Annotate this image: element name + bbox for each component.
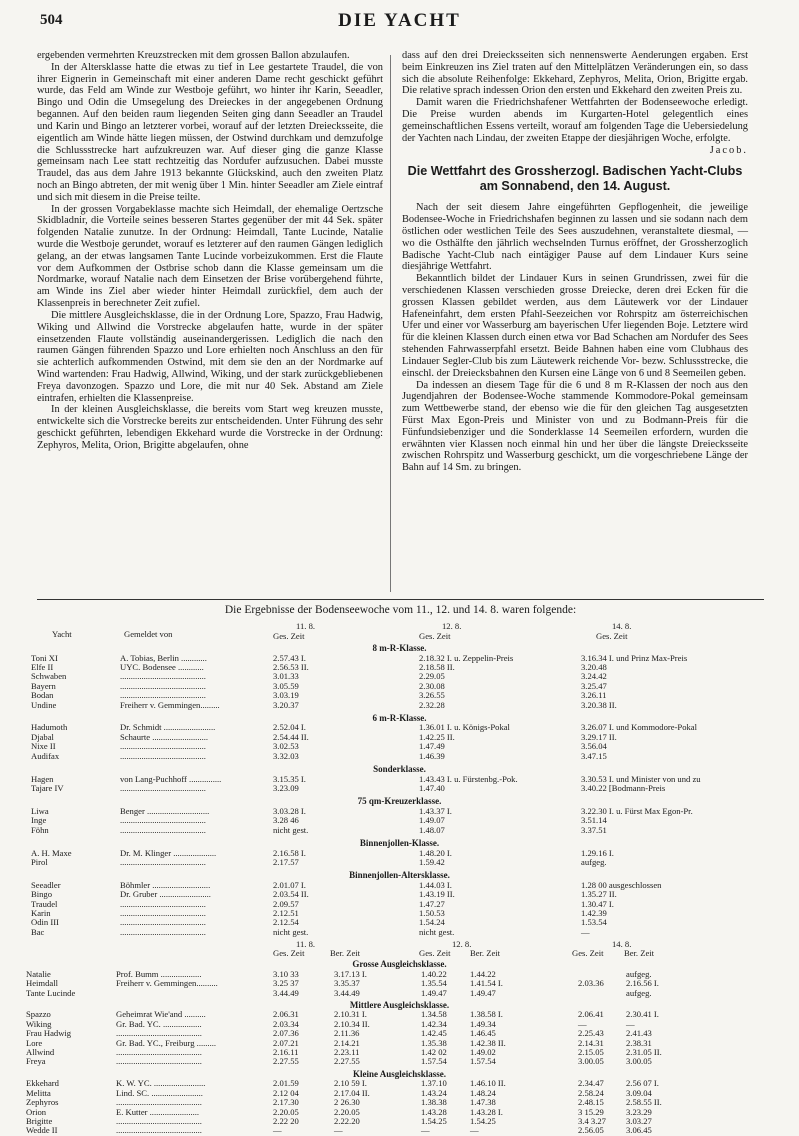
ges-zeit-day1: 2.06.31	[273, 1009, 299, 1020]
class-heading: Sonderklasse.	[373, 764, 426, 774]
class-heading: Mittlere Ausgleichsklasse.	[349, 999, 450, 1010]
ges-zeit-day3: 2.25.43	[578, 1028, 604, 1039]
time-day1: 2.01.07 I.	[273, 879, 306, 890]
time-day3: 1.30.47 I.	[581, 898, 614, 909]
owner: ........................................	[120, 856, 206, 867]
time-day3: 3.22.30 I. u. Fürst Max Egon-Pr.	[581, 805, 693, 816]
owner: Lind. SC. ........................	[116, 1087, 203, 1098]
ber-zeit-day2: 1.49.34	[470, 1018, 496, 1029]
paragraph: Da indessen an diesem Tage für die 6 und 8 m R-Klassen der noch aus den Jugendjahren der Bodensee-Woche stammende Kommodore-Pokal gemeinsam zum Wettbewerbe stand, der ebenso wie die für den gleichen Tag ausgesetzten Fürst Max Egon-Preis und Minister von und zu Bodmann-Preis für die Fünfundsiebenziger und die Sonderklasse 14 Seemeilen erfordern, wurden die erwähnten vier Klassen noch einmal hin und her über die längste Dreiecksseite zwischen Rohrspitz und Wasserburg geschickt, um die vorgeschriebene Länge der Bahn auf 14 Sm. zu bringen.	[402, 379, 748, 474]
owner: A. Tobias, Berlin ............	[120, 652, 207, 663]
time-day1: 3.01.33	[273, 671, 299, 682]
yacht-name: Nixe II	[31, 741, 56, 752]
yacht-name: Bodan	[31, 690, 54, 701]
time-day1: nicht gest.	[273, 926, 309, 937]
time-day2: 1.47.49	[419, 741, 445, 752]
yacht-name: Melitta	[26, 1087, 51, 1098]
owner: ........................................	[120, 815, 206, 826]
date-header: 11. 8.	[296, 939, 316, 950]
ges-zeit-day1: 3.10 33	[273, 968, 299, 979]
owner: ........................................	[116, 1125, 202, 1136]
section-divider	[37, 599, 764, 600]
yacht-name: Ekkehard	[26, 1078, 59, 1089]
ges-zeit-day1: —	[273, 1125, 282, 1136]
ber-zeit-day2: 1.38.58 I.	[470, 1009, 503, 1020]
time-day3: 1.42.39	[581, 908, 607, 918]
time-day3: —	[581, 926, 590, 937]
yacht-name: Audifax	[31, 750, 60, 761]
ber-zeit-day1: 2.23.11	[334, 1047, 360, 1057]
ges-zeit-day3: 2.14.31	[578, 1037, 604, 1048]
ges-zeit-day2: 1.42 02	[421, 1047, 447, 1057]
owner: Schaurte ..........................	[120, 731, 209, 742]
ges-zeit-day1: 2.07.36	[273, 1028, 299, 1039]
ber-zeit-day3: 3.06.45	[626, 1125, 652, 1136]
time-day1: 2.12.51	[273, 908, 299, 918]
time-day2: 2.29.05	[419, 671, 445, 682]
column-header: Ges. Zeit	[419, 631, 451, 641]
owner: Freiherr v. Gemmingen..........	[116, 978, 218, 989]
date-header: 14. 8.	[612, 939, 632, 950]
owner: ........................................	[120, 898, 206, 909]
yacht-name: A. H. Maxe	[31, 847, 72, 858]
ges-zeit-day2: 1.43.24	[421, 1087, 447, 1098]
ges-zeit-day2: 1.40.22	[421, 968, 447, 979]
ges-zeit-day2: 1.42.34	[421, 1018, 447, 1029]
time-day2: 1.42.25 II.	[419, 731, 455, 742]
ber-zeit-day1: 2.20.05	[334, 1106, 360, 1117]
yacht-name: Heimdall	[26, 978, 58, 989]
ber-zeit-day2: 1.47.38	[470, 1097, 496, 1108]
column-header: Ber. Zeit	[470, 948, 501, 959]
ber-zeit-day1: 2.14.21	[334, 1037, 360, 1048]
owner: Freiherr v. Gemmingen.........	[120, 699, 220, 710]
time-day3: 3.37.51	[581, 824, 607, 835]
column-header: Ges. Zeit	[419, 948, 451, 959]
yacht-name: Karin	[31, 908, 51, 918]
time-day2: 2.32.28	[419, 699, 445, 710]
ber-zeit-day3: —	[626, 1018, 635, 1029]
time-day1: 2.12.54	[273, 917, 299, 928]
ges-zeit-day1: 3.25 37	[273, 978, 299, 989]
column-header: Ber. Zeit	[330, 948, 361, 959]
ber-zeit-day2: 1.46.45	[470, 1028, 496, 1039]
yacht-name: Seeadler	[31, 879, 61, 890]
running-head: DIE YACHT	[338, 10, 461, 31]
time-day2: 2.18.58 II.	[419, 661, 455, 672]
owner: ........................................	[120, 917, 206, 928]
time-day2: 2.30.08	[419, 680, 445, 691]
time-day1: 3.05.59	[273, 680, 299, 691]
time-day2: 1.48.20 I.	[419, 847, 452, 858]
ber-zeit-day2: 1.49.47	[470, 987, 496, 998]
time-day2: nicht gest.	[419, 926, 455, 937]
owner: Prof. Bumm ...................	[116, 968, 202, 979]
ber-zeit-day3: 2.16.56 I.	[626, 978, 659, 989]
time-day3: aufgeg.	[581, 856, 607, 867]
ber-zeit-day2: 1.54.25	[470, 1115, 496, 1126]
time-day2: 1.43.19 II.	[419, 889, 455, 900]
yacht-name: Allwind	[26, 1047, 55, 1057]
paragraph: ergebenden vermehrten Kreuzstrecken mit dem grossen Ballon abzulaufen.	[37, 50, 350, 61]
time-day3: 3.47.15	[581, 750, 607, 761]
ges-zeit-day3: 2.48.15	[578, 1097, 604, 1108]
article-heading: Die Wettfahrt des Grossherzogl. Badischen Yacht-Clubs am Sonnabend, den 14. August.	[407, 164, 743, 194]
ges-zeit-day1: 3.44.49	[273, 987, 299, 998]
time-day1: 2.03.54 II.	[273, 889, 309, 900]
ges-zeit-day2: 1.35.54	[421, 978, 447, 989]
left-column	[37, 50, 383, 452]
time-day3: 3.51.14	[581, 815, 607, 826]
time-day1: 2.54.44 II.	[273, 731, 309, 742]
paragraph: Nach der seit diesem Jahre eingeführten Gepflogenheit, die jeweilige Bodensee-Woche in Friedrichshafen beginnen zu lassen und sie sodann nach dem östlichen oder westlichen Teile des Sees auszudehnen, veranstaltete diesmal, — wo die Osthälfte den jährlich wechselnden Turnus eröffnet, der Grossherzoglich Badische Yacht-Club nach eintägiger Pause auf dem Lindauer Kurs seine diesjährige Wettfahrt.	[402, 202, 748, 273]
time-day2: 1.47.40	[419, 782, 445, 793]
yacht-name: Tajare IV	[31, 782, 64, 793]
yacht-name: Wedde II	[26, 1125, 58, 1136]
time-day3: 3.16.34 I. und Prinz Max-Preis	[581, 652, 688, 663]
class-heading: Grosse Ausgleichsklasse.	[352, 959, 447, 970]
class-heading: Kleine Ausgleichsklasse.	[352, 1068, 446, 1079]
ges-zeit-day1: 2.01.59	[273, 1078, 299, 1089]
owner: ........................................	[120, 741, 206, 752]
yacht-name: Djabal	[31, 731, 54, 742]
owner: von Lang-Puchhoff ...............	[120, 773, 222, 784]
yacht-name: Undine	[31, 699, 57, 710]
paragraph: dass auf den drei Dreiecksseiten sich nennenswerte Aenderungen ergaben. Erst beim Einkreuzen ins Ziel traten auf den Mittelplätzen Veränderungen ein, so dass sich die absolute Reihenfolge: Ekkehard, Zephyros, Melita, Orion, Brigitte ergab. Die relative sprach indessen Orion den ersten und Ekkehard den zweiten Preis zu.	[402, 50, 748, 97]
time-day3: 1.53.54	[581, 917, 607, 928]
time-day1: 3.02.53	[273, 741, 299, 752]
ber-zeit-day3: 3.09.04	[626, 1087, 652, 1098]
ber-zeit-day3: 3.23.29	[626, 1106, 652, 1117]
owner: K. W. YC. ........................	[116, 1078, 206, 1089]
ber-zeit-day1: 3.17.13 I.	[334, 968, 367, 979]
yacht-name: Odin III	[31, 917, 59, 928]
owner: ........................................	[120, 926, 206, 937]
ges-zeit-day1: 2.20.05	[273, 1106, 299, 1117]
yacht-name: Hagen	[31, 773, 54, 784]
ges-zeit-day2: —	[421, 1125, 430, 1136]
ber-zeit-day1: —	[334, 1125, 343, 1136]
time-day3: 3.30.53 I. und Minister von und zu	[581, 773, 701, 784]
yacht-name: Frau Hadwig	[26, 1028, 72, 1039]
ges-zeit-day2: 1.49.47	[421, 987, 447, 998]
owner: Böhmler ...........................	[120, 879, 211, 890]
ber-zeit-day2: 1.44.22	[470, 968, 496, 979]
column-header: Ges. Zeit	[596, 631, 628, 641]
date-header: 12. 8.	[452, 939, 472, 950]
time-day2: 1.54.24	[419, 917, 445, 928]
ber-zeit-day1: 2.22.20	[334, 1115, 360, 1126]
ber-zeit-day2: 1.43.28 I.	[470, 1106, 503, 1117]
column-header: Ges. Zeit	[572, 948, 604, 959]
column-divider	[390, 55, 391, 592]
ges-zeit-day2: 1.57.54	[421, 1056, 447, 1067]
yacht-name: Elfe II	[31, 661, 54, 672]
paragraph: Die mittlere Ausgleichsklasse, die in der Ordnung Lore, Spazzo, Frau Hadwig, Wiking und Allwind die Vorstrecke abgelaufen hatte, wurde in der später einsetzenden Flaute vollständig auseinandergerissen. Lediglich die nach den raumen Gängen führenden Spazzo und Lore erhielten noch Anschluss an den für sie achterlich aufkommenden Ostwind, mit dem sie den an der Nordmarke auf Wind wartenden: Frau Hadwig, Allwind, Wiking, und der stark zurückgebliebenen Freya davonzogen. Spazzo und Lore, die mit nur 40 Sek. Abstand am Ziele eintrafen, erhielten die Klassenpreise.	[37, 309, 383, 404]
time-day1: 2.57.43 I.	[273, 652, 306, 663]
ber-zeit-day3: 2.58.55 II.	[626, 1097, 662, 1108]
time-day1: 2.16.58 I.	[273, 847, 306, 858]
results-title: Die Ergebnisse der Bodenseewoche vom 11., 12. und 14. 8. waren folgende:	[224, 604, 577, 616]
ber-zeit-day2: —	[470, 1125, 479, 1136]
yacht-name: Bayern	[31, 680, 56, 691]
ges-zeit-day3: 2.06.41	[578, 1009, 604, 1020]
ges-zeit-day3: 2.03.36	[578, 978, 604, 989]
time-day1: 3.20.37	[273, 699, 299, 710]
owner: Dr. Schmidt ........................	[120, 722, 216, 733]
time-day2: 2.18.32 I. u. Zeppelin-Preis	[419, 652, 514, 663]
yacht-name: Hadumoth	[31, 722, 68, 733]
yacht-name: Zephyros	[26, 1097, 59, 1108]
ges-zeit-day1: 2.07.21	[273, 1037, 299, 1048]
ges-zeit-day1: 2.22 20	[273, 1115, 299, 1126]
date-header: 12. 8.	[442, 621, 462, 631]
time-day1: nicht gest.	[273, 824, 309, 835]
column-header: Yacht	[52, 629, 72, 639]
owner: UYC. Bodensee ............	[120, 661, 204, 672]
paragraph: Bekanntlich bildet der Lindauer Kurs in seinen Grundrissen, zwei für die verschiedenen Klassen verschieden grosse Dreiecke, deren drei Ecken für die grossen Klassen gebildet werden, aus dem Läutewerk vor der Lindauer Hafeneinfahrt, dem ersten Pfahl-Seezeichen vor Rohrspitz am österreichischen Ufer und einer vor Wasserburg am bayerischen Ufer liegenden Boje. Letztere wird für die kleinen Klassen durch einen etwa vor Bad Schachen am Nordufer des Sees stehenden Fahrwasserpfahl ersetzt. Beide Bahnen haben eine vom Clubhaus des Lindauer Segler-Club bis zum Läutewerk reichende Vor- bezw. Schlussstrecke, die einschl. der Dreiecksbahnen den Kursen eine Länge von 6 und 8 Seemeilen geben.	[402, 273, 748, 379]
ber-zeit-day3: 3.03.27	[626, 1115, 652, 1126]
ges-zeit-day2: 1.35.38	[421, 1037, 447, 1048]
time-day1: 3.03.19	[273, 690, 299, 701]
ges-zeit-day3: 2.34.47	[578, 1078, 604, 1089]
time-day3: 1.35.27 II.	[581, 889, 617, 900]
time-day2: 1.43.43 I. u. Fürstenbg.-Pok.	[419, 773, 518, 784]
time-day2: 1.50.53	[419, 908, 445, 918]
owner: ........................................	[120, 671, 206, 682]
class-heading: Binnenjollen-Klasse.	[359, 838, 440, 848]
ges-zeit-day3: 3.4 3.27	[578, 1115, 606, 1126]
time-day3: 3.40.22 [Bodmann-Preis	[581, 782, 666, 793]
ges-zeit-day3: 3 15.29	[578, 1106, 604, 1117]
owner: ........................................	[120, 680, 206, 691]
yacht-name: Föhn	[31, 824, 49, 835]
yacht-name: Toni XI	[31, 652, 58, 663]
time-day1: 2.09.57	[273, 898, 299, 909]
ges-zeit-day2: 1.42.45	[421, 1028, 447, 1039]
yacht-name: Freya	[26, 1056, 46, 1067]
ges-zeit-day3: 3.00.05	[578, 1056, 604, 1067]
owner: ........................................	[116, 1097, 202, 1108]
time-day3: 3.26.07 I. und Kommodore-Pokal	[581, 722, 698, 733]
owner: ........................................	[116, 1056, 202, 1067]
ber-zeit-day3: 2.30.41 I.	[626, 1009, 659, 1020]
ber-zeit-day1: 2.11.36	[334, 1028, 360, 1039]
ber-zeit-day1: 3.35.37	[334, 978, 360, 989]
ges-zeit-day2: 1.54.25	[421, 1115, 447, 1126]
ber-zeit-day2: 1.49.02	[470, 1047, 496, 1057]
date-header: 14. 8.	[612, 621, 632, 631]
class-heading: 75 qm-Kreuzerklasse.	[357, 796, 442, 807]
ber-zeit-day2: 1.48.24	[470, 1087, 496, 1098]
ber-zeit-day1: 2.10.31 I.	[334, 1009, 367, 1020]
time-day1: 2.52.04 I.	[273, 722, 306, 733]
yacht-name: Pirol	[31, 856, 48, 867]
time-day3: 3.56.04	[581, 741, 607, 752]
yacht-name: Inge	[31, 815, 47, 826]
ges-zeit-day1: 2.17.30	[273, 1097, 299, 1108]
paragraph: In der Altersklasse hatte die etwas zu tief in Lee gestartete Traudel, die von ihrer Eignerin in Gemeinschaft mit einer anderen Dame recht geschickt geführt wurde, das Feld am Winde zur Westboje geführt, wo hinter ihr Karin, Seeadler, Bingo und Odin die Umsegelung des Dreieckes in der angegebenen Ordnung begannen. Auf den beiden raum liegenden Seiten ging dann Seeadler an Traudel und Karin und Bingo an letzterer vorbei, worauf auf der letzten Dreiecksseite, die eigentlich am Winde hätte liegen müssen, der Ostwind durchkam und demzufolge die Schlussstrecke hart aufzukreuzen war. Auf dieser ging die ganze Klasse gemeinsam nach Lee statt rechtzeitig das Nordufer aufzusuchen. Dabei musste Traudel, das aus dem Jahre 1913 bekannte Glückskind, auch den zweiten Platz noch an Bingo abtreten, der mit wenig über 1 Min. hinter Seeadler am Ziele eintraf und sich mit diesem in die Preise teilte.	[37, 61, 383, 203]
ges-zeit-day1: 2.12 04	[273, 1087, 299, 1098]
yacht-name: Bac	[31, 926, 45, 937]
ges-zeit-day3: —	[578, 1018, 587, 1029]
owner: E. Kutter .......................	[116, 1106, 200, 1117]
ber-zeit-day3: aufgeg.	[626, 968, 652, 979]
ber-zeit-day3: 2.31.05 II.	[626, 1047, 662, 1057]
time-day2: 1.48.07	[419, 824, 445, 835]
owner: ........................................	[120, 690, 206, 701]
time-day3: 3.25.47	[581, 680, 607, 691]
time-day3: 1.28 00 ausgeschlossen	[581, 879, 662, 890]
ber-zeit-day1: 2 26.30	[334, 1097, 360, 1108]
ges-zeit-day2: 1.34.58	[421, 1009, 447, 1020]
ber-zeit-day3: 3.00.05	[626, 1056, 652, 1067]
time-day2: 1.46.39	[419, 750, 445, 761]
ber-zeit-day3: 2.41.43	[626, 1028, 652, 1039]
ges-zeit-day3: 2.58.24	[578, 1087, 604, 1098]
owner: ........................................	[120, 782, 206, 793]
class-heading: Binnenjollen-Altersklasse.	[349, 870, 450, 881]
owner: Gr. Bad. YC. ..................	[116, 1018, 202, 1029]
column-header: Ber. Zeit	[624, 948, 655, 959]
class-heading: 8 m-R-Klasse.	[372, 643, 427, 653]
ber-zeit-day1: 2.10.34 II.	[334, 1018, 370, 1029]
paragraph: Damit waren die Friedrichshafener Wettfahrten der Bodenseewoche erledigt. Die Preise wurden abends im Kurgarten-Hotel gelegentlich eines gemeinschaftlichen Essens verteilt, worauf am folgenden Tage die Uebersiedelung der Yachten nach Lindau, der zweiten Etappe der diesjährigen Woche, erfolgte.	[402, 97, 748, 144]
ber-zeit-day3: aufgeg.	[626, 987, 652, 998]
owner: Geheimrat Wie'and ..........	[116, 1009, 206, 1020]
ges-zeit-day1: 2.03.34	[273, 1018, 299, 1029]
ber-zeit-day3: 2.56 07 I.	[626, 1078, 659, 1089]
ges-zeit-day3: 2.15.05	[578, 1047, 604, 1057]
right-column	[402, 50, 748, 474]
time-day1: 3.03.28 I.	[273, 805, 306, 816]
ber-zeit-day2: 1.46.10 II.	[470, 1078, 506, 1089]
time-day2: 1.47.27	[419, 898, 445, 909]
ges-zeit-day2: 1.38.38	[421, 1097, 447, 1108]
time-day1: 3.15.35 I.	[273, 773, 306, 784]
time-day1: 2.17.57	[273, 856, 299, 867]
class-heading: 6 m-R-Klasse.	[372, 712, 427, 723]
paragraph: In der kleinen Ausgleichsklasse, die bereits vom Start weg kreuzen musste, entwickelte sich die Vorstrecke bereits zur entscheidenden. Unter Führung des sehr geschickt geführten, lebendigen Ekkehard wurde die Vorstrecke in der Ordnung: Zephyros, Melita, Orion, Brigitte abgelaufen, ohne	[37, 404, 383, 451]
time-day1: 3.32.03	[273, 750, 299, 761]
yacht-name: Lore	[26, 1037, 43, 1048]
owner: Dr. M. Klinger ....................	[120, 847, 217, 858]
owner: ........................................	[116, 1047, 202, 1057]
yacht-name: Spazzo	[26, 1009, 51, 1020]
time-day3: 3.26.11	[581, 690, 607, 701]
time-day3: 1.29.16 I.	[581, 847, 614, 858]
ges-zeit-day1: 2.27.55	[273, 1056, 299, 1067]
yacht-name: Brigitte	[26, 1115, 53, 1126]
ber-zeit-day3: 2.38.31	[626, 1037, 652, 1048]
yacht-name: Schwaben	[31, 671, 67, 682]
column-header: Ges. Zeit	[273, 948, 305, 959]
yacht-name: Natalie	[26, 968, 51, 979]
time-day3: 3.20.38 II.	[581, 699, 617, 710]
author-signature: Jacob.	[709, 144, 748, 156]
time-day1: 2.56.53 II.	[273, 661, 309, 672]
ges-zeit-day2: 1.37.10	[421, 1078, 447, 1089]
time-day3: 3.24.42	[581, 671, 607, 682]
time-day2: 1.44.03 I.	[419, 879, 452, 890]
ber-zeit-day1: 3.44.49	[334, 987, 360, 998]
time-day1: 3.28 46	[273, 815, 299, 826]
ges-zeit-day3: 2.56.05	[578, 1125, 604, 1136]
column-header: Ges. Zeit	[273, 631, 305, 641]
ber-zeit-day1: 2.10 59 I.	[334, 1078, 367, 1089]
owner: ........................................	[116, 1028, 202, 1039]
owner: ........................................	[116, 1115, 202, 1126]
time-day3: 3.20.48	[581, 661, 607, 672]
owner: Benger .............................	[120, 805, 210, 816]
owner: ........................................	[120, 824, 206, 835]
time-day2: 3.26.55	[419, 690, 445, 701]
yacht-name: Tante Lucinde	[26, 987, 76, 998]
ges-zeit-day2: 1.43.28	[421, 1106, 447, 1117]
time-day1: 3.23.09	[273, 782, 299, 793]
yacht-name: Liwa	[31, 805, 49, 816]
time-day2: 1.59.42	[419, 856, 445, 867]
owner: ........................................	[120, 750, 206, 761]
ges-zeit-day1: 2.16.11	[273, 1047, 299, 1057]
date-header: 11. 8.	[296, 621, 316, 631]
ber-zeit-day1: 2.27.55	[334, 1056, 360, 1067]
owner: Gr. Bad. YC., Freiburg .........	[116, 1037, 217, 1048]
ber-zeit-day1: 2.17.04 II.	[334, 1087, 370, 1098]
time-day2: 1.49.07	[419, 815, 445, 826]
page-number: 504	[40, 12, 63, 28]
yacht-name: Bingo	[31, 889, 53, 900]
ber-zeit-day2: 1.42.38 II.	[470, 1037, 506, 1048]
time-day2: 1.36.01 I. u. Königs-Pokal	[419, 722, 510, 733]
yacht-name: Traudel	[31, 898, 58, 909]
column-header: Gemeldet von	[124, 629, 173, 639]
time-day2: 1.43.37 I.	[419, 805, 452, 816]
ber-zeit-day2: 1.41.54 I.	[470, 978, 503, 989]
paragraph: In der grossen Vorgabeklasse machte sich Heimdall, der ehemalige Oertzsche Skidbladnir, die Vorteile seines besseren Startes gegenüber der mit 44 Sek. später folgenden Natalie zunutze. In der Ordnung: Heimdall, Tante Lucinde, Natalie wurde die Westboje gerundet, worauf es letzterer auf den raumen Gängen lediglich gelang, an der etwas langsamen Tante Lucinde vorbeizukommen. Erst die Flaute vor dem Aufkommen der Ostbrise schob dann die Klasse gemeinsam um die Nordmarke, worauf Natalie nach dem Einsetzen der Brise vorübergehend führte, am Winde ins Ziel aber wieder hinter Heimdall zurückfiel, dem auch der Klassenpreis in berechneter Zeit zufiel.	[37, 203, 383, 310]
time-day3: 3.29.17 II.	[581, 731, 617, 742]
yacht-name: Orion	[26, 1106, 47, 1117]
owner: Dr. Gruber ........................	[120, 889, 211, 900]
yacht-name: Wiking	[26, 1018, 52, 1029]
ber-zeit-day2: 1.57.54	[470, 1056, 496, 1067]
owner: ........................................	[120, 908, 206, 918]
